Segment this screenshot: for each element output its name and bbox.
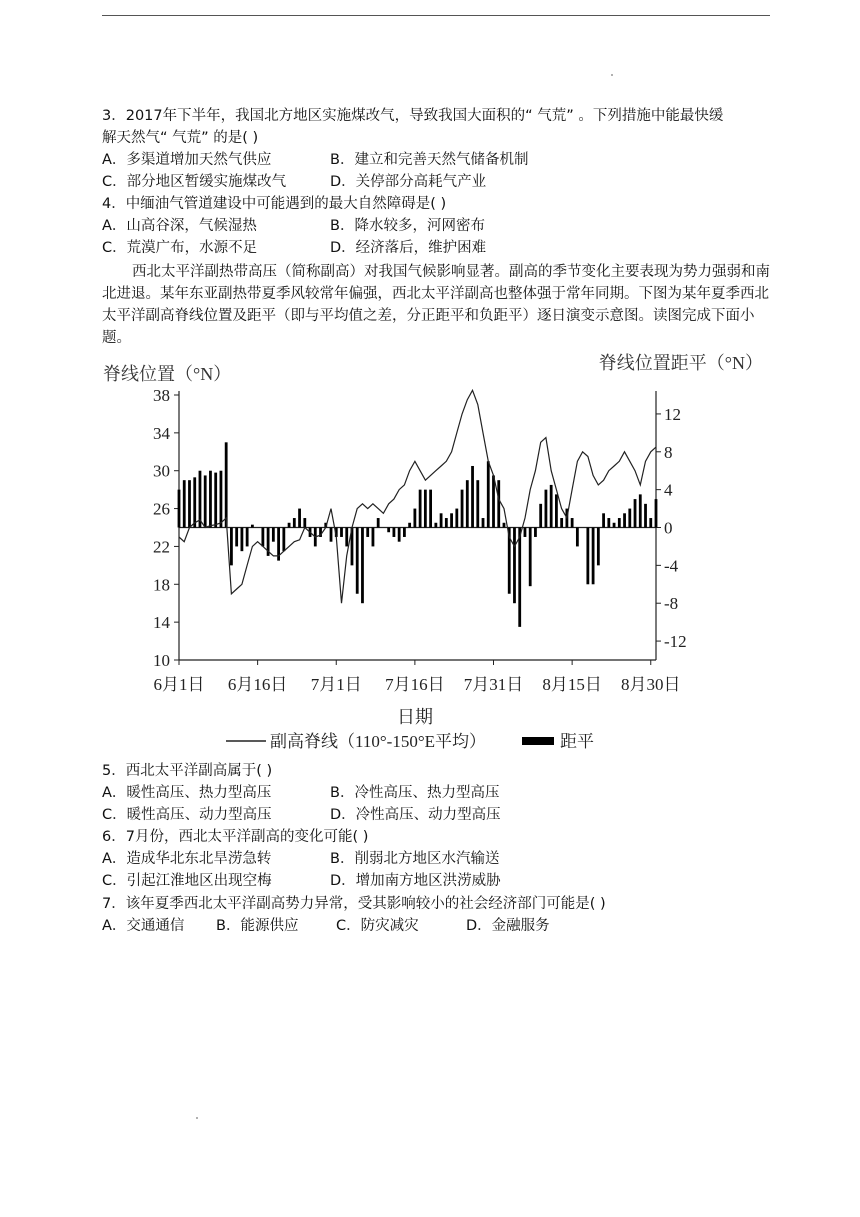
anomaly-bar <box>413 509 416 528</box>
anomaly-bar <box>586 528 589 585</box>
anomaly-bar <box>398 528 401 542</box>
y-right-tick-label: 8 <box>664 442 673 462</box>
q3-option-c[interactable]: C．部分地区暂缓实施煤改气 <box>102 174 287 190</box>
q6-stem: 6．7月份，西北太平洋副高的变化可能( ) <box>102 829 369 845</box>
q5-stem: 5．西北太平洋副高属于( ) <box>102 763 273 779</box>
anomaly-bar <box>487 461 490 527</box>
anomaly-bar <box>497 480 500 527</box>
anomaly-bar <box>340 528 343 537</box>
q3-stem-line1: 3．2017年下半年，我国北方地区实施煤改气，导致我国大面积的“ 气荒” 。下列措施中能最快缓 <box>102 108 724 124</box>
anomaly-bar <box>408 523 411 528</box>
anomaly-bar <box>372 528 375 547</box>
q3-option-d[interactable]: D．关停部分高耗气产业 <box>330 174 487 190</box>
ridge-line <box>179 390 656 603</box>
y-left-tick-label: 30 <box>153 461 170 481</box>
anomaly-bar <box>550 485 553 528</box>
anomaly-bar <box>545 490 548 528</box>
q4-stem: 4．中缅油气管道建设中可能遇到的最大自然障碍是( ) <box>102 196 447 212</box>
anomaly-bar <box>209 471 212 528</box>
anomaly-bar <box>282 528 285 552</box>
q6-option-c[interactable]: C．引起江淮地区出现空梅 <box>102 873 272 889</box>
q3-option-b[interactable]: B．建立和完善天然气储备机制 <box>330 152 529 168</box>
anomaly-bar <box>393 528 396 537</box>
q6-option-b[interactable]: B．削弱北方地区水汽输送 <box>330 851 500 867</box>
anomaly-bar <box>220 471 223 528</box>
x-axis-label: 日期 <box>397 707 433 727</box>
anomaly-bar <box>555 494 558 527</box>
anomaly-bar <box>188 480 191 527</box>
q7-option-b[interactable]: B．能源供应 <box>216 918 299 934</box>
anomaly-bar <box>482 518 485 527</box>
y-left-tick-label: 10 <box>153 651 170 670</box>
q7-option-a[interactable]: A．交通通信 <box>102 918 185 934</box>
anomaly-bar <box>419 490 422 528</box>
anomaly-bar <box>503 523 506 528</box>
anomaly-bar <box>592 528 595 585</box>
anomaly-bar <box>560 518 563 527</box>
q4-option-d[interactable]: D．经济落后，维护困难 <box>330 240 487 256</box>
anomaly-bar <box>445 518 448 527</box>
anomaly-bar <box>618 518 621 527</box>
y-right-axis-label: 脊线位置距平（°N） <box>598 353 763 373</box>
anomaly-bar <box>235 528 238 547</box>
anomaly-bar <box>345 528 348 547</box>
q5-option-b[interactable]: B．冷性高压、热力型高压 <box>330 785 500 801</box>
header-rule <box>102 15 770 16</box>
x-tick-label: 8月15日 <box>542 675 602 694</box>
tick-labels <box>153 386 687 694</box>
y-right-tick-label: -4 <box>664 556 679 576</box>
q5-option-c[interactable]: C．暖性高压、动力型高压 <box>102 807 272 823</box>
y-left-tick-label: 38 <box>153 386 170 405</box>
q6-option-a[interactable]: A．造成华北东北旱涝急转 <box>102 851 272 867</box>
anomaly-bar <box>199 471 202 528</box>
anomaly-bar <box>272 528 275 542</box>
y-left-tick-label: 26 <box>153 499 170 519</box>
anomaly-bar <box>361 528 364 604</box>
anomaly-bar <box>178 490 181 528</box>
y-right-tick-label: 4 <box>664 480 673 500</box>
anomaly-bar <box>225 442 228 527</box>
anomaly-bar <box>450 513 453 527</box>
anomaly-bar <box>434 523 437 528</box>
q3-stem-line2: 解天然气“ 气荒” 的是( ) <box>102 130 259 146</box>
x-tick-label: 6月16日 <box>227 675 288 694</box>
anomaly-bar <box>246 528 249 547</box>
anomaly-bar <box>649 518 652 527</box>
anomaly-bar <box>241 528 244 552</box>
anomaly-bar <box>613 523 616 528</box>
legend-bar-swatch <box>522 737 554 745</box>
q5-option-a[interactable]: A．暖性高压、热力型高压 <box>102 785 272 801</box>
anomaly-bar <box>639 494 642 527</box>
anomaly-bar <box>303 518 306 527</box>
y-left-tick-label: 14 <box>153 613 170 633</box>
anomaly-bar <box>513 528 516 604</box>
anomaly-bar <box>597 528 600 566</box>
y-right-tick-label: -8 <box>664 594 679 614</box>
x-tick-label: 7月16日 <box>385 675 445 694</box>
anomaly-bar <box>183 480 186 527</box>
anomaly-bar <box>330 528 333 542</box>
legend-line-label: 副高脊线（110°-150°E平均） <box>270 732 487 751</box>
anomaly-bar <box>403 528 406 537</box>
q4-option-b[interactable]: B．降水较多，河网密布 <box>330 218 485 234</box>
anomaly-bar <box>602 513 605 527</box>
legend-bar-label: 距平 <box>560 732 594 751</box>
anomaly-bar <box>204 475 207 527</box>
q5-option-d[interactable]: D．冷性高压、动力型高压 <box>330 807 501 823</box>
speck-mark <box>611 74 613 76</box>
y-right-tick-label: 12 <box>664 404 681 424</box>
reading-passage: 西北太平洋副热带高压（简称副高）对我国气候影响显著。副高的季节变化主要表现为势力强弱和南北进退。某年东亚副热带夏季风较常年偏强，西北太平洋副高也整体强于常年同期。下图为某年夏季西北太平洋副高脊线位置及距平（即与平均值之差，分正距平和负距平）逐日演变示意图。读图完成下面小题。 <box>102 264 770 346</box>
y-right-tick-label: 0 <box>664 518 673 538</box>
anomaly-bar <box>571 518 574 527</box>
anomaly-bar <box>366 528 369 537</box>
anomaly-bar <box>623 513 626 527</box>
x-tick-label: 7月31日 <box>463 675 524 694</box>
anomaly-bar <box>214 473 217 528</box>
anomaly-bar <box>576 528 579 547</box>
anomaly-bar <box>261 528 264 547</box>
anomaly-bar <box>534 528 537 537</box>
anomaly-bar <box>634 499 637 527</box>
q6-option-d[interactable]: D．增加南方地区洪涝威胁 <box>330 873 501 889</box>
anomaly-bar <box>293 518 296 527</box>
q7-option-c[interactable]: C．防灾减灾 <box>336 918 419 934</box>
anomaly-bar <box>455 509 458 528</box>
anomaly-bar <box>387 528 390 533</box>
q4-option-c[interactable]: C．荒漠广布，水源不足 <box>102 240 258 256</box>
ridge-line-group <box>179 390 656 603</box>
anomaly-bar <box>492 475 495 527</box>
anomaly-bar <box>440 513 443 527</box>
anomaly-bar <box>424 490 427 528</box>
anomaly-bar <box>471 466 474 528</box>
anomaly-bars <box>178 442 658 627</box>
x-tick-label: 8月30日 <box>621 675 681 694</box>
anomaly-bar <box>524 528 527 537</box>
q7-stem: 7．该年夏季西北太平洋副高势力异常，受其影响较小的社会经济部门可能是( ) <box>102 896 606 912</box>
anomaly-bar <box>644 504 647 528</box>
anomaly-bar <box>476 480 479 527</box>
anomaly-bar <box>230 528 233 566</box>
anomaly-bar <box>466 480 469 527</box>
anomaly-bar <box>377 518 380 527</box>
anomaly-bar <box>298 509 301 528</box>
anomaly-bar <box>356 528 359 594</box>
x-tick-label: 7月1日 <box>310 675 362 694</box>
y-left-axis-label: 脊线位置（°N） <box>103 364 232 384</box>
anomaly-bar <box>655 499 658 527</box>
anomaly-bar <box>518 528 521 627</box>
y-left-tick-label: 34 <box>153 423 170 443</box>
anomaly-bar <box>251 525 254 528</box>
q4-option-a[interactable]: A．山高谷深，气候湿热 <box>102 218 257 234</box>
anomaly-bar <box>539 504 542 528</box>
x-tick-label: 6月1日 <box>153 675 205 694</box>
q7-option-d[interactable]: D．金融服务 <box>466 918 550 934</box>
anomaly-bar <box>288 523 291 528</box>
y-left-tick-label: 18 <box>153 575 170 595</box>
speck-mark <box>196 1117 198 1119</box>
subtropical-high-chart <box>95 340 775 760</box>
q3-option-a[interactable]: A．多渠道增加天然气供应 <box>102 152 272 168</box>
anomaly-bar <box>628 509 631 528</box>
anomaly-bar <box>193 477 196 527</box>
y-left-tick-label: 22 <box>153 537 170 557</box>
y-right-tick-label: -12 <box>664 632 687 652</box>
anomaly-bar <box>529 528 532 587</box>
anomaly-bar <box>429 490 432 528</box>
anomaly-bar <box>461 490 464 528</box>
anomaly-bar <box>607 518 610 527</box>
